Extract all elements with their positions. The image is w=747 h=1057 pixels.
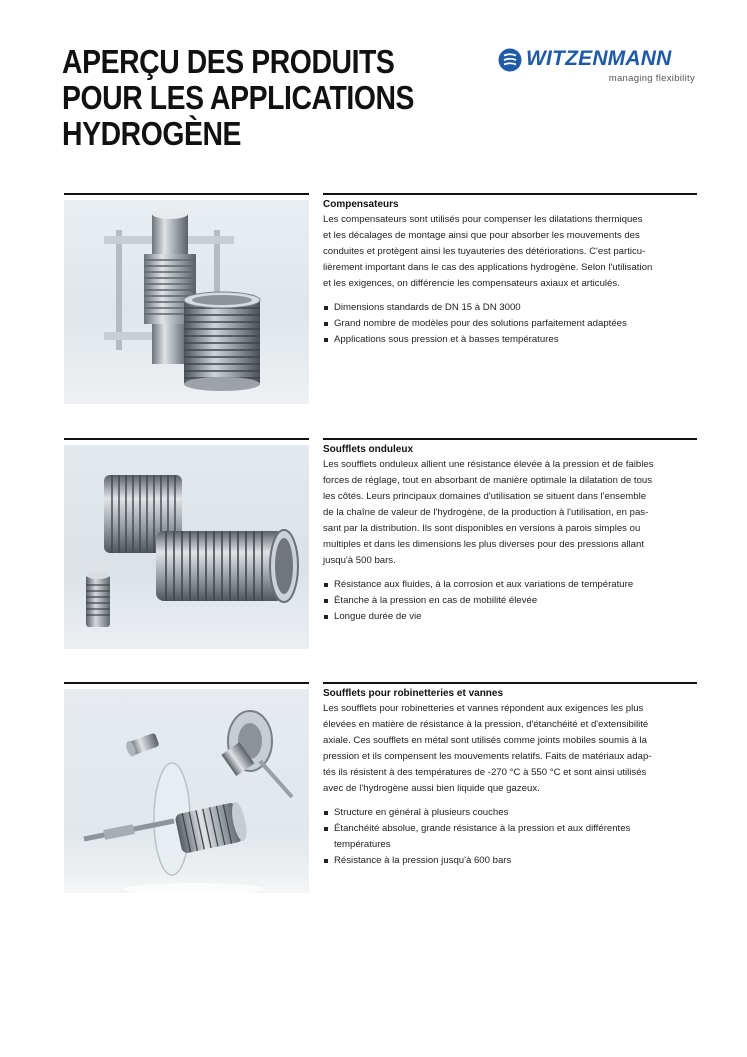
feature-item	[323, 593, 697, 609]
bullet-square-icon	[324, 322, 328, 326]
section-rule	[323, 438, 697, 440]
body-line: Les soufflets pour robinetteries et vannes répondent aux exigences les plus	[323, 703, 644, 714]
bullet-square-icon	[324, 859, 328, 863]
feature-item	[323, 805, 697, 821]
section-body	[323, 212, 697, 292]
section-body	[323, 701, 697, 797]
feature-list	[323, 805, 697, 869]
body-line: jusqu'à 500 bars.	[323, 555, 396, 566]
bullet-square-icon	[324, 599, 328, 603]
bullet-square-icon	[324, 615, 328, 619]
logo-name: WITZENMANN	[526, 47, 672, 70]
feature-item	[323, 332, 697, 348]
body-line: axiale. Ces soufflets en métal sont utilisés comme joints mobiles soumis à la	[323, 735, 648, 746]
section-rule	[64, 438, 309, 440]
valve-bellows-image	[64, 689, 309, 893]
body-line: Les compensateurs sont utilisés pour compenser les dilatations thermiques	[323, 214, 643, 225]
feature-item	[323, 316, 697, 332]
feature-text: Résistance aux fluides, à la corrosion et aux variations de température	[334, 579, 634, 590]
feature-item	[323, 609, 697, 625]
body-line: et les exigences, on différencie les compensateurs axiaux et articulés.	[323, 278, 620, 289]
body-line: et les décalages de montage ainsi que pour absorber les mouvements des	[323, 230, 640, 241]
section-rule	[323, 682, 697, 684]
title-line-2: POUR LES APPLICATIONS	[62, 79, 415, 116]
logo-tagline: managing flexibility	[608, 73, 695, 84]
section-body	[323, 457, 697, 569]
feature-item	[323, 577, 697, 593]
title-line-1: APERÇU DES PRODUITS	[62, 43, 395, 80]
feature-text: Applications sous pression et à basses températures	[334, 334, 559, 345]
bellows-image	[64, 445, 309, 649]
body-line: de la chaîne de valeur de l'hydrogène, de la production à l'utilisation, en pas-	[323, 507, 649, 518]
bullet-square-icon	[324, 306, 328, 310]
feature-item	[323, 853, 697, 869]
page-title	[62, 44, 432, 152]
section-text	[323, 198, 697, 348]
feature-item	[323, 300, 697, 316]
section-heading: Compensateurs	[323, 199, 399, 210]
body-line: avec de l'hydrogène aussi bien liquide que gazeux.	[323, 783, 540, 794]
product-photo-soufflets-onduleux	[64, 445, 309, 649]
feature-text: Dimensions standards de DN 15 à DN 3000	[334, 302, 521, 313]
section-text	[323, 443, 697, 625]
body-line: conduites et protègent ainsi les tuyauteries des détériorations. C'est particu-	[323, 246, 646, 257]
product-photo-compensateurs	[64, 200, 309, 404]
feature-list	[323, 577, 697, 625]
feature-text: Grand nombre de modèles pour des solutions parfaitement adaptées	[334, 318, 627, 329]
section-rule	[64, 682, 309, 684]
compensator-image	[64, 200, 309, 404]
bullet-square-icon	[324, 583, 328, 587]
body-line: multiples et dans les dimensions les plus diverses pour des pressions allant	[323, 539, 645, 550]
section-rule	[64, 193, 309, 195]
bullet-square-icon	[324, 827, 328, 831]
feature-text: Étanchéité absolue, grande résistance à la pression et aux différentes	[334, 823, 631, 834]
body-line: tés ils résistent à des températures de -270 °C à 550 °C et sont ainsi utilisés	[323, 767, 647, 778]
witzenmann-logo-mark-icon	[498, 48, 522, 72]
body-line: Les soufflets onduleux allient une résistance élevée à la pression et de faibles	[323, 459, 654, 470]
section-text	[323, 687, 697, 869]
body-line: forces de réglage, tout en absorbant de manière optimale la dilatation de tous	[323, 475, 653, 486]
feature-item	[323, 821, 697, 853]
feature-text-continued: températures	[334, 839, 391, 850]
section-heading: Soufflets pour robinetteries et vannes	[323, 688, 504, 699]
product-photo-soufflets-robinetteries	[64, 689, 309, 893]
body-line: lièrement important dans le cas des applications hydrogène. Selon l'utilisation	[323, 262, 653, 273]
feature-text: Longue durée de vie	[334, 611, 422, 622]
section-rule	[323, 193, 697, 195]
company-logo	[498, 46, 703, 88]
section-heading: Soufflets onduleux	[323, 444, 413, 455]
title-line-3: HYDROGÈNE	[62, 115, 242, 152]
bullet-square-icon	[324, 811, 328, 815]
body-line: les côtés. Leurs principaux domaines d'utilisation se situent dans l'ensemble	[323, 491, 647, 502]
feature-text: Étanche à la pression en cas de mobilité élevée	[334, 595, 538, 606]
body-line: élevées en matière de résistance à la pression, d'étanchéité et d'extensibilité	[323, 719, 649, 730]
body-line: sant par la distribution. Ils sont disponibles en versions à parois simples ou	[323, 523, 641, 534]
feature-list	[323, 300, 697, 348]
bullet-square-icon	[324, 338, 328, 342]
feature-text: Structure en général à plusieurs couches	[334, 807, 509, 818]
body-line: pression et ils compensent les mouvements relatifs. Faits de matériaux adap-	[323, 751, 652, 762]
feature-text: Résistance à la pression jusqu'à 600 bars	[334, 855, 512, 866]
